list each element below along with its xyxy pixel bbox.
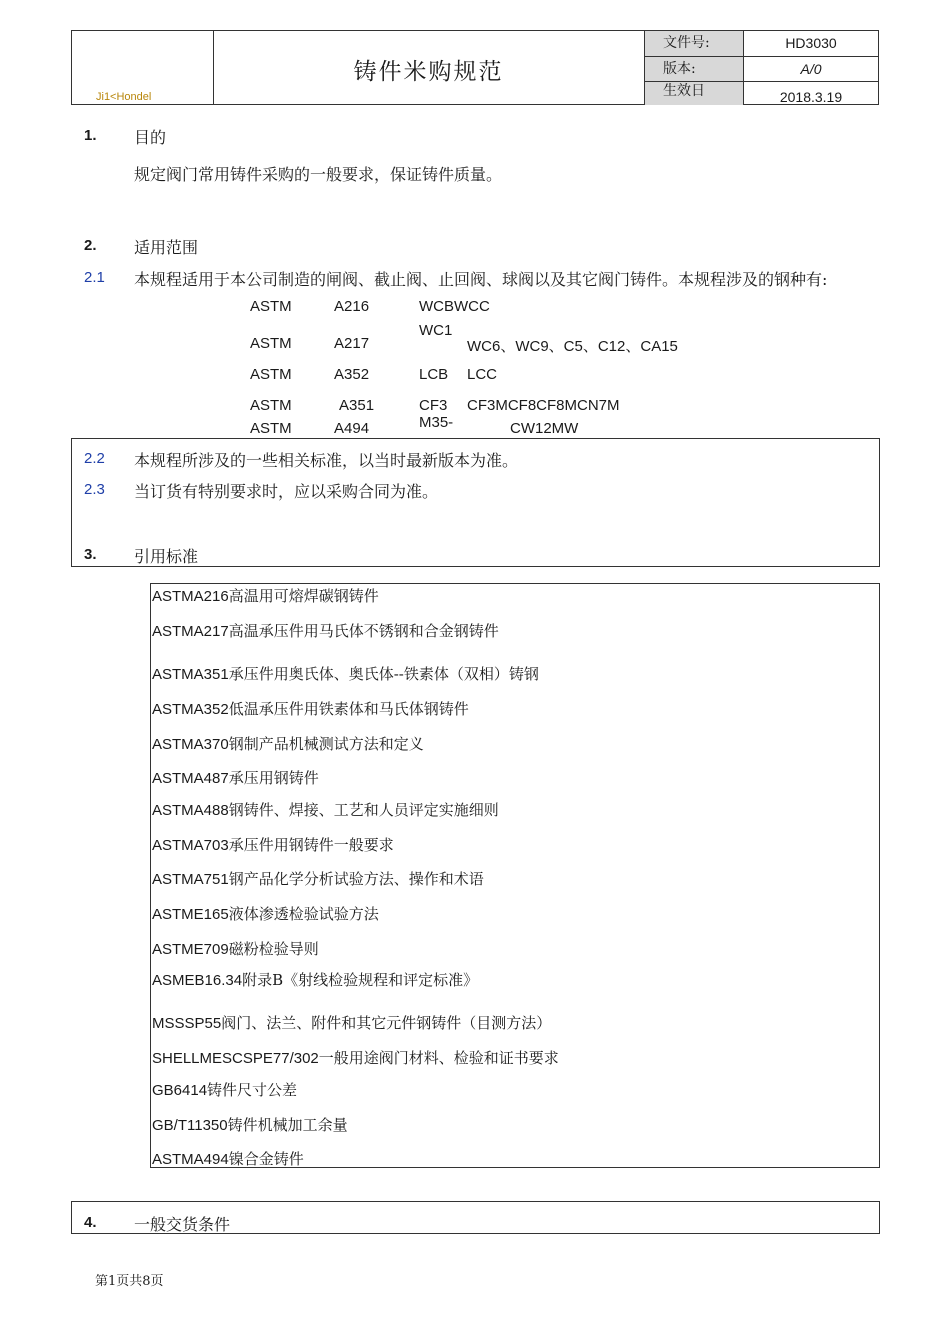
- standard-desc: 阀门、法兰、附件和其它元件钢铸件（目测方法）: [221, 1014, 552, 1032]
- steel-std: ASTM: [250, 397, 292, 414]
- standard-code: ASTMA216: [152, 588, 229, 605]
- section-3-number: 3.: [84, 546, 97, 563]
- standard-code: ASMEB16.34: [152, 972, 243, 989]
- header-row-divider: [644, 81, 878, 82]
- steel-grades-extra: CF3MCF8CF8MCN7M: [467, 397, 620, 414]
- standard-code: ASTMA751: [152, 871, 229, 888]
- section-1-body: 规定阀门常用铸件采购的一般要求，保证铸件质量。: [134, 165, 503, 184]
- standard-desc: 磁粉检验导则: [228, 940, 319, 958]
- steel-grades: WCBWCC: [419, 298, 490, 315]
- standard-desc: 承压件用奥氏体、奥氏体--铁素体（双相）铸钢: [228, 665, 539, 683]
- steel-std: ASTM: [250, 298, 292, 315]
- standard-item: [152, 620, 499, 641]
- standard-item: [152, 834, 394, 855]
- standard-desc: 铸件机械加工余量: [227, 1116, 348, 1134]
- standard-desc: 钢制产品机械测试方法和定义: [228, 735, 424, 753]
- standard-item: [152, 698, 469, 719]
- clause-2-1-text: 本规程适用于本公司制造的闸阀、截止阀、止回阀、球阀以及其它阀门铸件。本规程涉及的钢种有:: [134, 270, 828, 289]
- standard-item: [152, 1079, 297, 1100]
- standard-item: [152, 969, 478, 990]
- section-4-number: 4.: [84, 1214, 97, 1231]
- standard-item: [152, 767, 319, 788]
- standard-item: [152, 1148, 304, 1169]
- standard-code: GB/T11350: [152, 1117, 228, 1134]
- standard-item: [152, 585, 379, 606]
- standard-desc: 低温承压件用铁素体和马氏体钢铸件: [228, 700, 469, 718]
- standard-code: ASTMA351: [152, 666, 229, 683]
- steel-grade-code: A217: [334, 335, 370, 352]
- standard-code: ASTMA217: [152, 623, 229, 640]
- steel-std: ASTM: [250, 420, 292, 437]
- section-2-number: 2.: [84, 237, 97, 254]
- standard-item: [152, 868, 484, 889]
- standard-code: ASTME709: [152, 941, 229, 958]
- section-4-title: 一般交货条件: [134, 1215, 231, 1234]
- company-logo-text: Ji1<Hondel: [96, 91, 152, 103]
- section-1-title: 目的: [134, 128, 167, 147]
- clause-2-1-number: 2.1: [84, 269, 105, 286]
- steel-grade-code: A351: [339, 397, 375, 414]
- standard-item: [152, 733, 424, 754]
- standard-desc: 高温用可熔焊碳钢铸件: [228, 587, 379, 605]
- version-value: A/0: [800, 61, 822, 77]
- standard-code: ASTMA488: [152, 802, 229, 819]
- section-2-title: 适用范围: [134, 238, 199, 257]
- page-footer: 第1页共8页: [95, 1274, 164, 1289]
- steel-std: ASTM: [250, 366, 292, 383]
- clause-2-2-number: 2.2: [84, 450, 105, 467]
- steel-grade-code: A216: [334, 298, 370, 315]
- standard-item: [152, 1012, 551, 1033]
- standard-desc: 钢产品化学分析试验方法、操作和术语: [228, 870, 484, 888]
- standard-item: [152, 799, 499, 820]
- steel-grade-code: A352: [334, 366, 370, 383]
- standard-code: ASTMA703: [152, 837, 229, 854]
- standard-desc: 钢铸件、焊接、工艺和人员评定实施细则: [228, 801, 499, 819]
- document-title: 铸件米购规范: [353, 59, 504, 85]
- steel-grades-extra: LCC: [467, 366, 498, 383]
- standard-desc: 一般用途阀门材料、检验和证书要求: [318, 1049, 559, 1067]
- clause-2-2-text: 本规程所涉及的一些相关标准，以当时最新版本为准。: [134, 451, 519, 470]
- clause-2-3-number: 2.3: [84, 481, 105, 498]
- steel-grades: M35-: [419, 414, 454, 431]
- standard-code: MSSSP55: [152, 1015, 222, 1032]
- steel-grades: LCB: [419, 366, 449, 383]
- steel-std: ASTM: [250, 335, 292, 352]
- section-1-number: 1.: [84, 127, 97, 144]
- standard-desc: 附录B《射线检验规程和评定标准》: [242, 971, 479, 989]
- effective-date-label: 生效日: [645, 82, 743, 105]
- steel-grade-code: A494: [334, 420, 370, 437]
- effective-date-value: 2018.3.19: [779, 89, 843, 105]
- standard-item: [152, 1114, 348, 1135]
- standard-code: ASTMA352: [152, 701, 229, 718]
- standard-code: ASTME165: [152, 906, 229, 923]
- file-number-value: HD3030: [785, 35, 837, 51]
- steel-grades-extra: CW12MW: [510, 420, 579, 437]
- clause-2-3-text: 当订货有特别要求时，应以采购合同为准。: [134, 482, 439, 501]
- standard-item: [152, 938, 319, 959]
- standard-item: [152, 903, 379, 924]
- header-row-divider: [644, 56, 878, 57]
- standard-code: ASTMA487: [152, 770, 229, 787]
- version-label: 版本:: [645, 57, 743, 81]
- document-header: [71, 30, 879, 105]
- standard-code: SHELLMESCSPE77/302: [152, 1050, 319, 1067]
- section-3-title: 引用标准: [134, 547, 199, 566]
- standard-code: ASTMA370: [152, 736, 229, 753]
- steel-grades: WC1: [419, 322, 453, 339]
- standard-desc: 承压件用钢铸件一般要求: [228, 836, 394, 854]
- steel-grades: CF3: [419, 397, 448, 414]
- standard-code: GB6414: [152, 1082, 208, 1099]
- standard-code: ASTMA494: [152, 1151, 229, 1168]
- standard-item: [152, 663, 539, 684]
- steel-grades-extra: WC6、WC9、C5、C12、CA15: [467, 338, 678, 355]
- standard-desc: 铸件尺寸公差: [207, 1081, 298, 1099]
- standard-desc: 高温承压件用马氏体不锈钢和合金钢铸件: [228, 622, 499, 640]
- standard-item: [152, 1047, 559, 1068]
- file-number-label: 文件号:: [645, 31, 743, 56]
- standard-desc: 承压用钢铸件: [228, 769, 319, 787]
- standard-desc: 镍合金铸件: [228, 1150, 304, 1168]
- standard-desc: 液体渗透检验试验方法: [228, 905, 379, 923]
